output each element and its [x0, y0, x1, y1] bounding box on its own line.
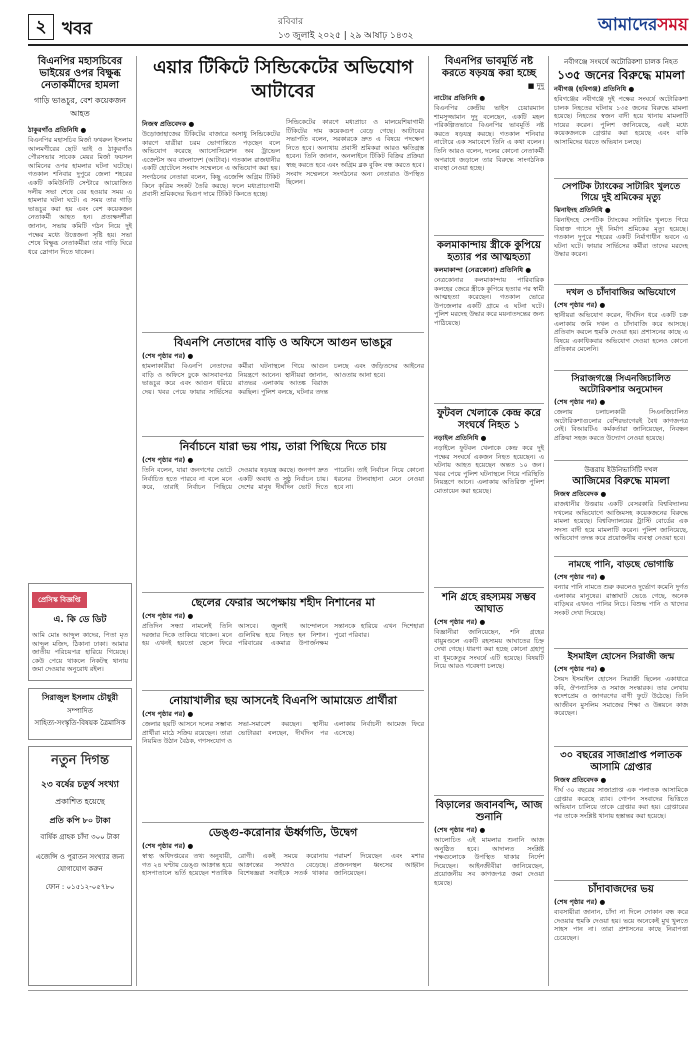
- extortion-headline: চাঁদাবাজদের ভয়: [588, 884, 654, 895]
- today-story: [554, 464, 691, 554]
- notice-ad: [28, 583, 132, 681]
- dengue-byline: (শেষ পৃষ্ঠার পর) ●: [142, 842, 194, 850]
- fire-story: [142, 336, 427, 434]
- land-byline: (শেষ পৃষ্ঠার পর) ●: [554, 301, 606, 309]
- kalmakanda-body: নেত্রকোনার কলমাকান্দায় পারিবারিক কলহের জেরে স্ত্রীকে কুপিয়ে হত্যার পর স্বামী আত্মহত্যা করেছেন। গতকাল ভোরে উপজেলার একটি গ্রামে এ ঘটনা ঘটে। পুলিশ মরদেহ উদ্ধার করে ময়নাতদন্তের জন্য পাঠিয়েছে।: [434, 276, 547, 327]
- today-byline: নিজস্ব প্রতিবেদক ●: [554, 490, 607, 498]
- divider: [554, 880, 688, 881]
- case-body: হবিগঞ্জের নবীগঞ্জে দুই পক্ষের সংঘর্ষে অটোরিকশা চালক নিহতের ঘটনায় ১৩৫ জনের বিরুদ্ধে মামলা হয়েছে। নিহতের স্বজন বাদী হয়ে থানায় মামলাটি দায়ের করেন। পুলিশ জানিয়েছে, এরই মধ্যে কয়েকজনকে গ্রেপ্তার করা হয়েছে এবং বাকি আসামিদের ধরতে অভিযান চলছে।: [554, 95, 691, 146]
- ismail-headline: ইসমাইল হোসেন সিরাজী জন্ম: [567, 652, 675, 662]
- extortion-story: [554, 884, 691, 986]
- fire-body: হামলাকারীরা বিএনপি নেতাদের বাড়ি ও অফিসে ঢুকে আসবাবপত্র ভাঙচুর করে এবং আগুন ধরিয়ে দেয়। খবর পেয়ে ফায়ার সার্ভিসের কর্মীরা ঘটনাস্থলে গিয়ে আগুন নিয়ন্ত্রণে আনেন। স্থানীয়রা জানান, রাতভর এলাকায় আতঙ্ক বিরাজ করছিল। পুলিশ বলছে, ঘটনার তদন্ত চলছে এবং জড়িতদের আইনের আওতায় আনা হবে।: [142, 362, 427, 396]
- divider: [554, 370, 688, 371]
- image-source: ■ দুদু: [527, 82, 544, 90]
- septic-story: [554, 182, 691, 282]
- ismail-story: [554, 652, 691, 744]
- lead-body-right: সিন্ডিকেটের কারণে মধ্যপ্রাচ্য ও মালয়েশিয়াগামী টিকিটের দাম কয়েকগুণ বেড়ে গেছে। আটাবের সভাপতি বলেন, সরকারকে দ্রুত এ বিষয়ে পদক্ষেপ নিতে হবে। অন্যথায় প্রবাসী শ্রমিকরা আরও ক্ষতিগ্রস্ত হবেন। তিনি জানান, অনলাইনে টিকিট বিক্রির প্রক্রিয়া স্বচ্ছ করতে হবে এবং অগ্রিম ব্লক বুকিং বন্ধ করতে হবে। সংবাদ সম্মেলনে সংগঠনের অন্য নেতারাও উপস্থিত ছিলেন।: [286, 118, 427, 187]
- date-label: ১৩ জুলাই ২০২৫ | ২৯ আষাঢ় ১৪৩২: [278, 31, 414, 41]
- saturn-body: বিজ্ঞানীরা জানিয়েছেন, শনি গ্রহের বায়ুমণ্ডলে একটি রহস্যময় আঘাতের চিহ্ন দেখা গেছে। ধারণা করা হচ্ছে কোনো গ্রহাণু বা ধূমকেতুর সংঘর্ষে এটি হয়েছে। বিষয়টি নিয়ে আরও গবেষণা চলছে।: [434, 628, 547, 671]
- case-byline: নবীগঞ্জ (হবিগঞ্জ) প্রতিনিধি ●: [554, 85, 635, 93]
- water-story: [554, 560, 691, 646]
- saturn-story: [434, 592, 547, 792]
- ismail-body: সৈয়দ ইসমাইল হোসেন সিরাজী ছিলেন একাধারে কবি, ঔপন্যাসিক ও সমাজ সংস্কারক। তার লেখায় স্বদেশপ্রেম ও জাগরণের বাণী ফুটে উঠেছে। তিনি আজীবন মুসলিম সমাজের শিক্ষা ও উন্নয়নে কাজ করেছেন।: [554, 675, 691, 718]
- divider: [554, 460, 688, 461]
- land-body: স্থানীয়রা অভিযোগ করেন, দীর্ঘদিন ধরে একটি চক্র এলাকায় জমি দখল ও চাঁদাবাজি করে আসছে। প্রতিবাদ করলে হুমকি দেওয়া হয়। প্রশাসনের কাছে এ বিষয়ে একাধিকবার অভিযোগ দেওয়া হলেও কোনো প্রতিকার মেলেনি।: [554, 311, 691, 354]
- today-headline: আজিমের বিরুদ্ধে মামলা: [572, 476, 670, 487]
- divider: [434, 235, 544, 236]
- case-kicker: নবীগঞ্জে সংঘর্ষে অটোরিকশা চালক নিহত: [564, 58, 678, 66]
- election-story: [142, 440, 427, 590]
- divider: [142, 690, 424, 691]
- magazine-phone: ফোন : ০১৫১২-০৫৭৮০: [45, 883, 115, 891]
- page-number: ২: [28, 14, 54, 40]
- son-headline: ছেলের ফেরার অপেক্ষায় শহীদ নিশানের মা: [191, 596, 375, 609]
- dengue-body: স্বাস্থ্য অধিদপ্তরের তথ্য অনুযায়ী, গত ২৪ ঘণ্টায় ডেঙ্গু আক্রান্ত হয়ে হাসপাতালে ভর্তি হয়েছেন শতাধিক রোগী। একই সময়ে করোনায় আক্রান্তের সংখ্যাও বেড়েছে। বিশেষজ্ঞরা সবাইকে সতর্ক থাকার পরামর্শ দিয়েছেন এবং মশার প্রজননস্থল ধ্বংসের আহ্বান জানিয়েছেন।: [142, 852, 427, 878]
- land-headline: দখল ও চাঁদাবাজির অভিযোগে: [566, 288, 676, 298]
- divider: [142, 436, 424, 437]
- divider: [434, 795, 544, 796]
- magazine-issue: ২৩ বর্ষের চতুর্থ সংখ্যা: [40, 780, 120, 790]
- fire-byline: (শেষ পৃষ্ঠার পর) ●: [142, 352, 194, 360]
- lead-story-headline-block: [142, 56, 424, 116]
- lead-story-col1: [142, 118, 283, 330]
- cng-story: [554, 374, 691, 458]
- fugitive-byline: নিজস্ব প্রতিবেদক ●: [554, 776, 607, 784]
- day-label: রবিবার: [278, 17, 304, 27]
- noakhali-headline: নোয়াখালীর ছয় আসনেই বিএনপি আমায়েত প্রার্থীরা: [169, 694, 397, 707]
- lead-byline: নিজস্ব প্রতিবেদক ●: [142, 120, 195, 128]
- lead-body-left: উড়োজাহাজের টিকিটের বাজারে অসাধু সিন্ডিকেটের কারণে যাত্রীরা চরম ভোগান্তিতে পড়ছেন বলে অভিযোগ করেছে অ্যাসোসিয়েশন অব ট্রাভেল এজেন্টস অব বাংলাদেশ (আটাব)। গতকাল রাজধানীর একটি হোটেলে সংবাদ সম্মেলনে এ অভিযোগ করা হয়। সংগঠনের নেতারা বলেন, কিছু এজেন্সি অগ্রিম টিকিট কিনে কৃত্রিম সংকট তৈরি করছে। ফলে মধ্যপ্রাচ্যগামী প্রবাসী শ্রমিকদের দ্বিগুণ দামে টিকিট কিনতে হচ্ছে।: [142, 130, 283, 199]
- byline: ঠাকুরগাঁও প্রতিনিধি ●: [28, 126, 87, 134]
- logo-part2: সময়: [657, 15, 688, 35]
- septic-body: ঝিনাইদহে সেপটিক ট্যাংকের সাটারিং খুলতে গিয়ে বিষাক্ত গ্যাসে দুই নির্মাণ শ্রমিকের মৃত্যু হয়েছে। গতকাল দুপুরে শহরের একটি নির্মাণাধীন ভবনে এ ঘটনা ঘটে। ফায়ার সার্ভিসের কর্মীরা তাদের মরদেহ উদ্ধার করেন।: [554, 216, 691, 259]
- divider: [142, 592, 424, 593]
- cng-headline: সিরাজগঞ্জে সিএনজিচালিত অটোরিকশার অনুমোদন: [571, 374, 671, 395]
- editor-sub: সাহিত্য-সংস্কৃতি-বিষয়ক ত্রৈমাসিক: [34, 719, 126, 727]
- divider: [434, 587, 544, 588]
- extortion-body: ব্যবসায়ীরা জানান, চাঁদা না দিলে দোকান বন্ধ করে দেওয়ার হুমকি দেওয়া হয়। ভয়ে অনেকেই মুখ খুলতে সাহস পান না। তারা প্রশাসনের কাছে নিরাপত্তা চেয়েছেন।: [554, 908, 691, 942]
- land-story: [554, 288, 691, 368]
- magazine-title: নতুন দিগন্ত: [51, 753, 109, 768]
- column-rule: [548, 56, 549, 986]
- notice-tag: প্রেসিস্ক বিজ্ঞপ্তি: [32, 592, 87, 608]
- image-story: [434, 56, 547, 232]
- divider: [554, 648, 688, 649]
- divider: [142, 822, 424, 823]
- magazine-sub: বার্ষিক গ্রাহক চাঁদা ৩০০ টাকা: [40, 833, 120, 841]
- magazine-ad: [28, 746, 132, 986]
- noakhali-body: জেলার ছয়টি আসনে দলের সম্ভাব্য প্রার্থীরা মাঠে সক্রিয় রয়েছেন। তারা নিয়মিত উঠান বৈঠক, গণসংযোগ ও সভা-সমাবেশ করছেন। স্থানীয় ভোটাররা বলছেন, দীর্ঘদিন পর এলাকায় নির্বাচনী আমেজ ফিরে এসেছে।: [142, 720, 427, 746]
- cat-byline: (শেষ পৃষ্ঠার পর) ●: [434, 826, 486, 834]
- football-byline: নড়াইল প্রতিনিধি ●: [434, 434, 487, 442]
- editor-role: সম্পাদিত: [67, 707, 93, 715]
- divider: [554, 556, 688, 557]
- divider: [554, 284, 688, 285]
- cng-body: জেলায় চলাচলকারী সিএনজিচালিত অটোরিকশাগুলোর বেশিরভাগেরই বৈধ কাগজপত্র নেই। বিআরটিএ কর্মকর্তারা জানিয়েছেন, নিবন্ধন প্রক্রিয়া সহজ করতে উদ্যোগ নেওয়া হয়েছে।: [554, 408, 691, 442]
- page-header: [28, 12, 688, 46]
- son-body: প্রতিদিন সন্ধ্যা নামলেই তিনি দরজার দিকে তাকিয়ে থাকেন। মনে হয় এখনই হয়তো ছেলে ফিরে আসবে। জুলাই আন্দোলনে গুলিবিদ্ধ হয়ে নিহত হন নিশান। পরিবারের একমাত্র উপার্জনক্ষম সন্তানকে হারিয়ে এখন দিশেহারা পুরো পরিবার।: [142, 622, 427, 648]
- cat-body: আলোচিত এই মামলার শুনানি আজ অনুষ্ঠিত হবে। আদালত সংশ্লিষ্ট পক্ষগুলোকে উপস্থিত থাকার নির্দেশ দিয়েছেন। আইনজীবীরা জানিয়েছেন, প্রয়োজনীয় সব কাগজপত্র জমা দেওয়া হয়েছে।: [434, 836, 547, 887]
- football-body: নড়াইলে ফুটবল খেলাকে কেন্দ্র করে দুই পক্ষের সংঘর্ষে একজন নিহত হয়েছেন। এ ঘটনায় আহত হয়েছেন অন্তত ১০ জন। খবর পেয়ে পুলিশ ঘটনাস্থলে গিয়ে পরিস্থিতি নিয়ন্ত্রণে আনে। এলাকায় অতিরিক্ত পুলিশ মোতায়েন করা হয়েছে।: [434, 444, 547, 495]
- editor-box: [28, 688, 132, 740]
- today-kicker: উত্তরায় ইউনিভার্সিটি দখল: [584, 466, 658, 474]
- election-headline: নির্বাচনে যারা ভয় পায়, তারা পিছিয়ে দিতে চায়: [179, 440, 387, 453]
- case-story: [554, 56, 691, 176]
- magazine-price: প্রতি কপি ৮০ টাকা: [49, 816, 111, 825]
- magazine-contact: এজেন্সি ও পুরাতন সংখ্যার জন্য যোগাযোগ করুন: [35, 853, 125, 873]
- septic-byline: ঝিনাইদহ প্রতিনিধি ●: [554, 206, 611, 214]
- water-body: বন্যার পানি নামতে শুরু করলেও দুর্ভোগ কমেনি দুর্গত এলাকার মানুষের। রাস্তাঘাট ভেঙে গেছে, অনেক বাড়িঘর এখনও পানির নিচে। বিশুদ্ধ পানি ও খাদ্যের সংকট দেখা দিয়েছে।: [554, 583, 691, 617]
- kalmakanda-story: [434, 240, 547, 400]
- divider: [554, 178, 688, 179]
- noakhali-byline: (শেষ পৃষ্ঠার পর) ●: [142, 710, 194, 718]
- section-title: খবর: [62, 19, 92, 39]
- fire-headline: বিএনপি নেতাদের বাড়ি ও অফিসে আগুন ভাঙচুর: [174, 336, 392, 349]
- column-rule: [428, 56, 429, 986]
- column-rule: [136, 56, 137, 986]
- saturn-byline: (শেষ পৃষ্ঠার পর) ●: [434, 618, 486, 626]
- divider: [434, 403, 544, 404]
- image-byline: নাটোর প্রতিনিধি ●: [434, 94, 486, 102]
- cat-headline: বিড়ালের জবানবন্দি, আজ শুনানি: [435, 800, 543, 823]
- left-column-story: [28, 56, 135, 576]
- football-headline: ফুটবল খেলাকে কেন্দ্র করে সংঘর্ষে নিহত ১: [437, 408, 541, 431]
- lead-headline: এয়ার টিকিটে সিন্ডিকেটের অভিযোগ আটাবের: [152, 57, 414, 102]
- cng-byline: (শেষ পৃষ্ঠার পর) ●: [554, 398, 606, 406]
- divider: [142, 332, 424, 333]
- dengue-headline: ডেঙ্গু-করোনার ঊর্ধ্বগতি, উদ্বেগ: [208, 826, 358, 839]
- magazine-published: প্রকাশিত হয়েছে: [55, 797, 105, 806]
- footer-rule: [28, 990, 688, 991]
- image-body: বিএনপির কেন্দ্রীয় ভাইস চেয়ারম্যান শামসুজ্জামান দুদু বলেছেন, একটি মহল পরিকল্পিতভাবে বিএনপির ভাবমূর্তি নষ্ট করতে ষড়যন্ত্র করছে। গতকাল শনিবার নাটোরে এক সমাবেশে তিনি এ কথা বলেন। তিনি আরও বলেন, দলের কোনো নেতাকর্মী অপরাধে জড়ালে তার বিরুদ্ধে সাংগঠনিক ব্যবস্থা নেওয়া হচ্ছে।: [434, 104, 547, 173]
- dengue-story: [142, 826, 427, 986]
- notice-body: আমি মোঃ আব্দুল কাদের, পিতা মৃত আব্দুল মজিদ, ঠিকানা ঢাকা। আমার জাতীয় পরিচয়পত্র হারিয়ে গিয়েছে। কেউ পেয়ে থাকলে নিকটস্থ থানায় জমা দেওয়ার অনুরোধ রইল।: [32, 631, 131, 674]
- editor-name: সিরাজুল ইসলাম চৌধুরী: [41, 693, 119, 702]
- lead-story-col2: [286, 118, 427, 330]
- saturn-headline: শনি গ্রহে রহস্যময় সম্ভব আঘাত: [442, 592, 536, 615]
- kalmakanda-byline: কলমাকান্দা (নেত্রকোনা) প্রতিনিধি ●: [434, 266, 532, 274]
- fugitive-body: দীর্ঘ ৩০ বছরের সাজাপ্রাপ্ত এক পলাতক আসামিকে গ্রেপ্তার করেছে র‍্যাব। গোপন সংবাদের ভিত্তিতে অভিযান চালিয়ে তাকে গ্রেপ্তার করা হয়। গ্রেপ্তারের পর তাকে সংশ্লিষ্ট থানায় হস্তান্তর করা হয়েছে।: [554, 786, 691, 820]
- election-byline: (শেষ পৃষ্ঠার পর) ●: [142, 456, 194, 464]
- case-headline: ১৩৫ জনের বিরুদ্ধে মামলা: [557, 68, 685, 82]
- headline: বিএনপির মহাসচিবের ভাইয়ের ওপর বিক্ষুব্ধ নেতাকর্মীদের হামলা: [37, 56, 123, 91]
- ismail-byline: (শেষ পৃষ্ঠার পর) ●: [554, 665, 606, 673]
- water-headline: নামছে পানি, বাড়ছে ভোগান্তি: [568, 560, 674, 570]
- today-body: রাজধানীর উত্তরায় একটি বেসরকারি বিশ্ববিদ্যালয় দখলের অভিযোগে আজিমসহ কয়েকজনের বিরুদ্ধে মামলা হয়েছে। বিশ্ববিদ্যালয়ের ট্রাস্টি বোর্ডের এক সদস্য বাদী হয়ে মামলাটি করেন। পুলিশ জানিয়েছে, অভিযোগ তদন্ত করে প্রয়োজনীয় ব্যবস্থা নেওয়া হবে।: [554, 500, 691, 543]
- kalmakanda-headline: কলমাকান্দায় স্ত্রীকে কুপিয়ে হত্যার পর আত্মহত্যা: [437, 240, 541, 263]
- logo-part1: আমাদের: [598, 15, 658, 35]
- water-byline: (শেষ পৃষ্ঠার পর) ●: [554, 573, 606, 581]
- notice-title: এ. কি ডে ডিট: [53, 615, 107, 625]
- fugitive-story: [554, 750, 691, 878]
- extortion-byline: (শেষ পৃষ্ঠার পর) ●: [554, 898, 606, 906]
- football-story: [434, 408, 547, 584]
- body: বিএনপির মহাসচিব মির্জা ফখরুল ইসলাম আলমগীরের ছোট ভাই ও ঠাকুরগাঁও পৌরসভার সাবেক মেয়র মির্জা ফয়সল আমিনের ওপর হামলার ঘটনা ঘটেছে। গতকাল শনিবার দুপুরে জেলা শহরের একটি কমিউনিটি সেন্টারে আয়োজিত দলীয় সভা শেষে বের হওয়ার সময় এ হামলার ঘটনা ঘটে। এ সময় তার গাড়ি ভাঙচুর করা হয় এবং বেশ কয়েকজন নেতাকর্মী আহত হন। প্রত্যক্ষদর্শীরা জানান, সভায় কমিটি গঠন নিয়ে দুই পক্ষের মধ্যে উত্তেজনা সৃষ্টি হয়। সভা শেষে বিক্ষুব্ধ নেতাকর্মীরা তার গাড়ি ঘিরে ধরে স্লোগান দিতে থাকেন।: [28, 136, 135, 256]
- noakhali-story: [142, 694, 427, 820]
- son-byline: (শেষ পৃষ্ঠার পর) ●: [142, 612, 194, 620]
- fugitive-headline: ৩০ বছরের সাজাপ্রাপ্ত পলাতক আসামি গ্রেপ্তার: [560, 750, 682, 773]
- election-body: তিনি বলেন, যারা জনগণের ভোটে নির্বাচিত হতে পারবে না বলে মনে করে, তারাই নির্বাচন পিছিয়ে দেওয়ার ষড়যন্ত্র করছে। জনগণ দ্রুত একটি অবাধ ও সুষ্ঠু নির্বাচন চায়। দেশের মানুষ দীর্ঘদিন ভোট দিতে পারেনি। তাই নির্বাচন নিয়ে কোনো ধরনের টালবাহানা মেনে নেওয়া হবে না।: [142, 466, 427, 492]
- newspaper-logo: [598, 12, 688, 40]
- subhead: গাড়ি ভাঙচুর, বেশ কয়েকজন আহত: [33, 96, 127, 118]
- cat-story: [434, 800, 547, 986]
- divider: [554, 746, 688, 747]
- son-story: [142, 596, 427, 688]
- septic-headline: সেপটিক ট্যাংকের সাটারিং খুলতে গিয়ে দুই শ্রমিকের মৃত্যু: [561, 182, 681, 203]
- image-headline: বিএনপির ভাবমূর্তি নষ্ট করতে ষড়যন্ত্র করা হচ্ছে: [442, 56, 536, 79]
